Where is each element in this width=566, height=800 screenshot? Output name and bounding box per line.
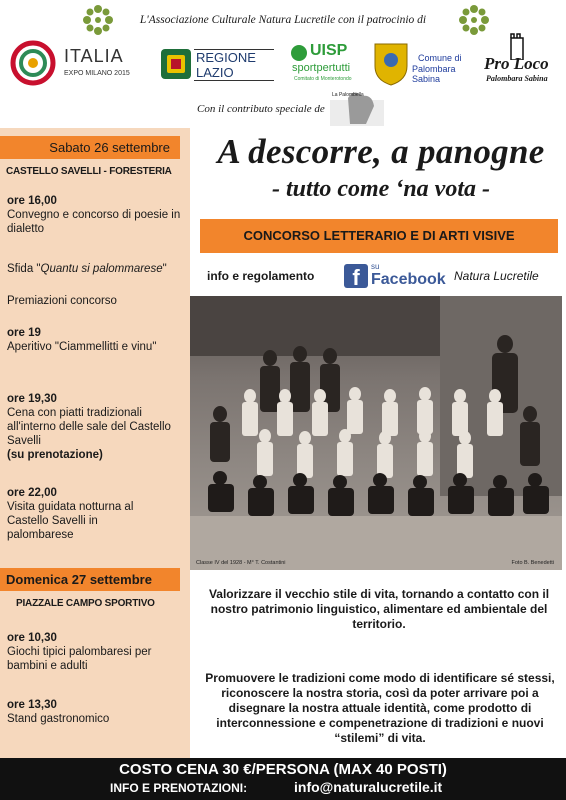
event-text: Aperitivo "Ciammellitti e vinu" xyxy=(7,341,157,353)
uisp-line1: UISP xyxy=(310,42,348,59)
contest-banner: CONCORSO LETTERARIO E DI ARTI VISIVE xyxy=(200,219,558,253)
contact-email[interactable]: info@naturalucretile.it xyxy=(294,779,443,795)
natura-lucretile-flower-logo xyxy=(458,4,490,36)
facebook-page-name: Natura Lucretile xyxy=(454,269,539,283)
proloco-line1: Pro Loco xyxy=(484,54,549,73)
event-text: Giochi tipici palombaresi per bambini e adulti xyxy=(7,646,152,672)
facebook-icon: f xyxy=(344,264,368,288)
photo-credit: Foto B. Benedetti xyxy=(511,560,554,566)
historic-class-photo xyxy=(190,296,562,570)
event-item xyxy=(7,194,187,236)
info-row xyxy=(200,262,560,290)
uisp-icon xyxy=(290,44,308,62)
expo-flower-icon xyxy=(10,40,56,86)
expo-subtitle: EXPO MILANO 2015 xyxy=(64,70,130,77)
facebook-su: su xyxy=(371,262,380,271)
day2-label: Domenica 27 settembre xyxy=(0,568,180,591)
event-text: Convegno e concorso di poesie in dialetto xyxy=(7,209,181,235)
uisp-logo xyxy=(290,40,370,88)
group-photo-illustration xyxy=(190,296,562,570)
program-column xyxy=(0,128,190,758)
event-item xyxy=(7,326,187,354)
mission-paragraph: Valorizzare il vecchio stile di vita, tornando a contatto con il nostro patrimonio linguistico, alimentare ed ambientale del territorio. xyxy=(208,587,550,631)
event-subtitle: - tutto come ‘na vota - xyxy=(272,176,490,202)
event-time: ore 16,00 xyxy=(7,195,57,207)
event-time: ore 22,00 xyxy=(7,487,57,499)
contacts-label: INFO E PRENOTAZIONI: xyxy=(110,781,248,795)
facebook-word: Facebook xyxy=(371,271,446,288)
event-item xyxy=(7,631,187,673)
event-title: A descorre, a panogne xyxy=(217,132,545,171)
proloco-line2: Palombara Sabina xyxy=(486,74,548,83)
facebook-link[interactable] xyxy=(344,262,446,290)
regione-lazio-logo xyxy=(160,40,278,88)
event-text: Visita guidata notturna al Castello Savelli in palombarese xyxy=(7,501,134,541)
expo-title: ITALIA xyxy=(64,46,124,66)
event-item xyxy=(7,698,187,726)
event-item xyxy=(7,486,187,542)
lazio-crest-icon xyxy=(160,48,192,80)
event-item xyxy=(7,294,187,308)
comune-logo xyxy=(372,40,480,88)
event-time: ore 19 xyxy=(7,327,41,339)
contribution-line: Con il contributo speciale de xyxy=(197,103,325,115)
palombella-title: La Palombella xyxy=(332,92,364,98)
comune-line1: Comune di xyxy=(418,53,462,63)
day1-place: CASTELLO SAVELLI - FORESTERIA xyxy=(6,166,172,177)
event-text-italic: Quantu si palommarese xyxy=(40,263,163,275)
event-text: " xyxy=(162,263,167,275)
event-note: (su prenotazione) xyxy=(7,449,103,461)
expo-milano-logo xyxy=(10,40,150,88)
comune-line2: Palombara Sabina xyxy=(412,64,456,84)
day1-label: Sabato 26 settembre xyxy=(0,136,180,159)
dinner-cost: COSTO CENA 30 €/PERSONA (MAX 40 POSTI) xyxy=(119,761,447,778)
info-label: info e regolamento xyxy=(207,269,315,283)
event-time: ore 13,30 xyxy=(7,699,57,711)
event-time: ore 10,30 xyxy=(7,632,57,644)
uisp-line3: Comitato di Monterotondo xyxy=(294,76,352,82)
event-item xyxy=(7,262,187,276)
footer xyxy=(0,758,566,800)
patron-logos xyxy=(0,40,566,88)
event-time: ore 19,30 xyxy=(7,393,57,405)
lazio-line2: LAZIO xyxy=(196,65,234,80)
event-text: Stand gastronomico xyxy=(7,713,110,725)
event-text: Premiazioni concorso xyxy=(7,295,117,307)
uisp-line2: sportpertutti xyxy=(292,62,351,74)
event-text: Cena con piatti tradizionali all'interno delle sale del Castello Savelli xyxy=(7,407,171,447)
lazio-line1: REGIONE xyxy=(196,50,256,65)
event-text: Sfida " xyxy=(7,263,41,275)
proloco-logo xyxy=(484,40,562,88)
comune-crest-icon xyxy=(372,40,410,86)
association-line: L'Associazione Culturale Natura Lucretile con il patrocinio di xyxy=(139,14,427,26)
header xyxy=(0,0,566,128)
event-item xyxy=(7,392,187,462)
photo-caption: Classe IV del 1928 - M° T. Costantini xyxy=(196,560,286,566)
tradition-paragraph: Promuovere le tradizioni come modo di identificare sé stessi, riconoscere la nostra storia, così da poter arrivare poi a disegnare la nostra attuale identità, come prodotto di interconnessione e compenetrazione di tradizioni e nuovi “stilemi” di vita. xyxy=(205,671,555,745)
day2-place: PIAZZALE CAMPO SPORTIVO xyxy=(16,598,155,609)
palombella-logo xyxy=(330,90,384,126)
